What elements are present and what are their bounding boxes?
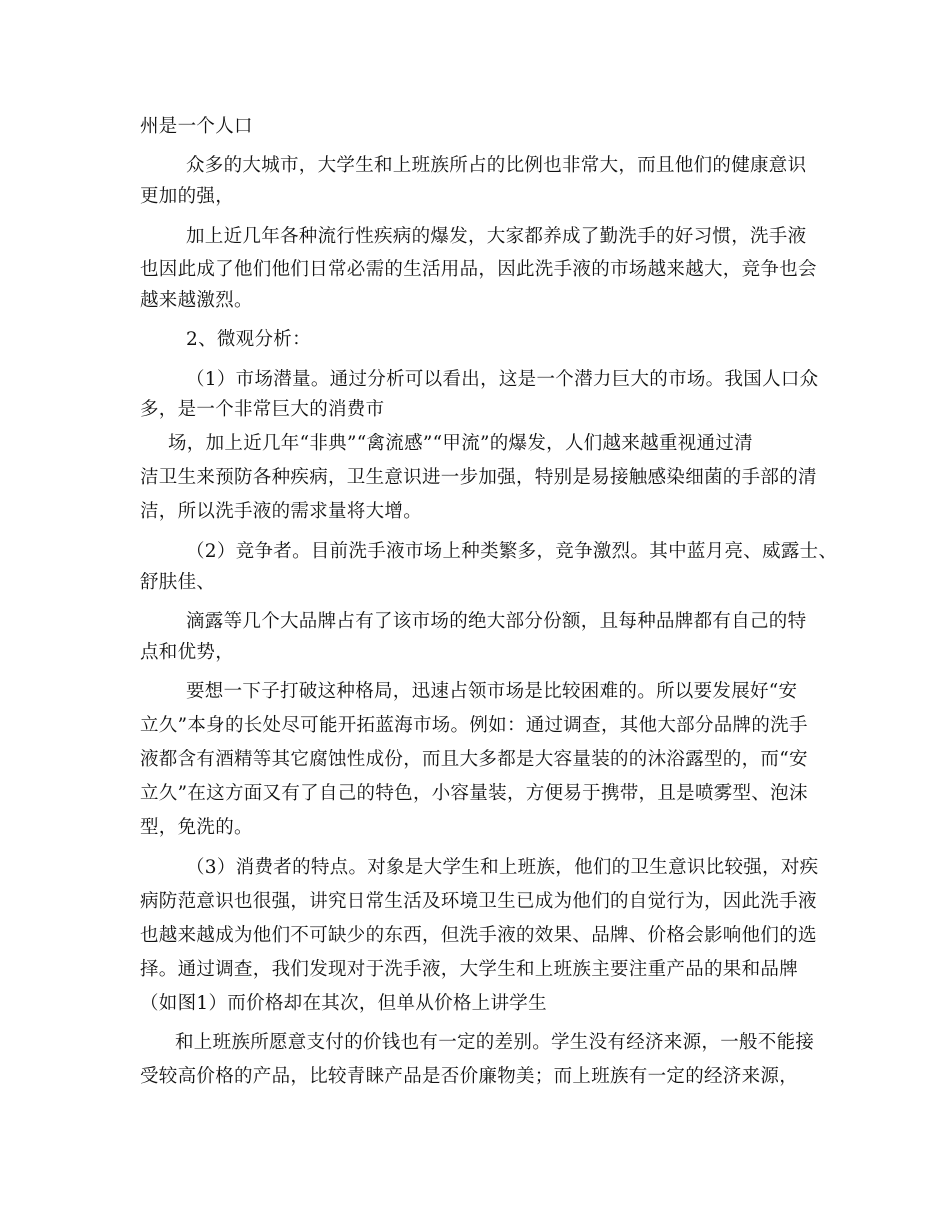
text-line: 病防范意识也很强，讲究日常生活及环境卫生已成为他们的自觉行为，因此洗手液 [140, 891, 817, 912]
text-line: 洁，所以洗手液的需求量将大增。 [140, 501, 423, 522]
text-line: （3）消费者的特点。对象是大学生和上班族，他们的卫生意识比较强，对疾 [186, 857, 819, 878]
text-line: 洁卫生来预防各种疾病，卫生意识进一步加强，特别是易接触感染细菌的手部的清 [140, 467, 817, 488]
text-line: 众多的大城市，大学生和上班族所占的比例也非常大，而且他们的健康意识 [186, 155, 807, 176]
text-line: 舒肤佳、 [140, 572, 216, 593]
text-line: 立久”本身的长处尽可能开拓蓝海市场。例如：通过调查，其他大部分品牌的洗手 [140, 715, 808, 736]
section-heading: 2、微观分析： [186, 329, 311, 350]
text-line: 州是一个人口 [140, 116, 253, 137]
text-line: 受较高价格的产品，比较青睐产品是否价廉物美；而上班族有一定的经济来源， [140, 1066, 799, 1087]
text-line: 点和优势， [140, 642, 235, 663]
text-line: （1）市场潜量。通过分析可以看出，这是一个潜力巨大的市场。我国人口众 [186, 369, 819, 390]
text-line: 多，是一个非常巨大的消费市 [140, 399, 385, 420]
text-line: 更加的强， [140, 186, 235, 207]
text-line: 和上班族所愿意支付的价钱也有一定的差别。学生没有经济来源，一般不能接 [175, 1032, 815, 1053]
text-line: 越来越激烈。 [140, 290, 253, 311]
text-line: 加上近几年各种流行性疾病的爆发，大家都养成了勤洗手的好习惯，洗手液 [186, 226, 807, 247]
text-line: （如图1）而价格却在其次，但单从价格上讲学生 [140, 993, 547, 1014]
text-line: （2）竞争者。目前洗手液市场上种类繁多，竞争激烈。其中蓝月亮、威露士、 [186, 541, 838, 562]
text-line: 立久”在这方面又有了自己的特色，小容量装，方便易于携带，且是喷雾型、泡沫 [140, 783, 808, 804]
text-line: 也因此成了他们他们日常必需的生活用品，因此洗手液的市场越来越大，竞争也会 [140, 259, 817, 280]
text-line: 液都含有酒精等其它腐蚀性成份，而且大多都是大容量装的的沐浴露型的，而“安 [140, 749, 808, 770]
text-line: 滴露等几个大品牌占有了该市场的绝大部分份额，且每种品牌都有自己的特 [186, 611, 807, 632]
text-line: 场，加上近几年“非典”“禽流感”“甲流”的爆发，人们越来越重视通过清 [168, 433, 753, 454]
text-line: 也越来越成为他们不可缺少的东西，但洗手液的效果、品牌、价格会影响他们的选 [140, 925, 817, 946]
text-line: 要想一下子打破这种格局，迅速占领市场是比较困难的。所以要发展好“安 [186, 681, 798, 702]
text-line: 择。通过调查，我们发现对于洗手液，大学生和上班族主要注重产品的果和品牌 [140, 959, 799, 980]
text-line: 型，免洗的。 [140, 817, 253, 838]
